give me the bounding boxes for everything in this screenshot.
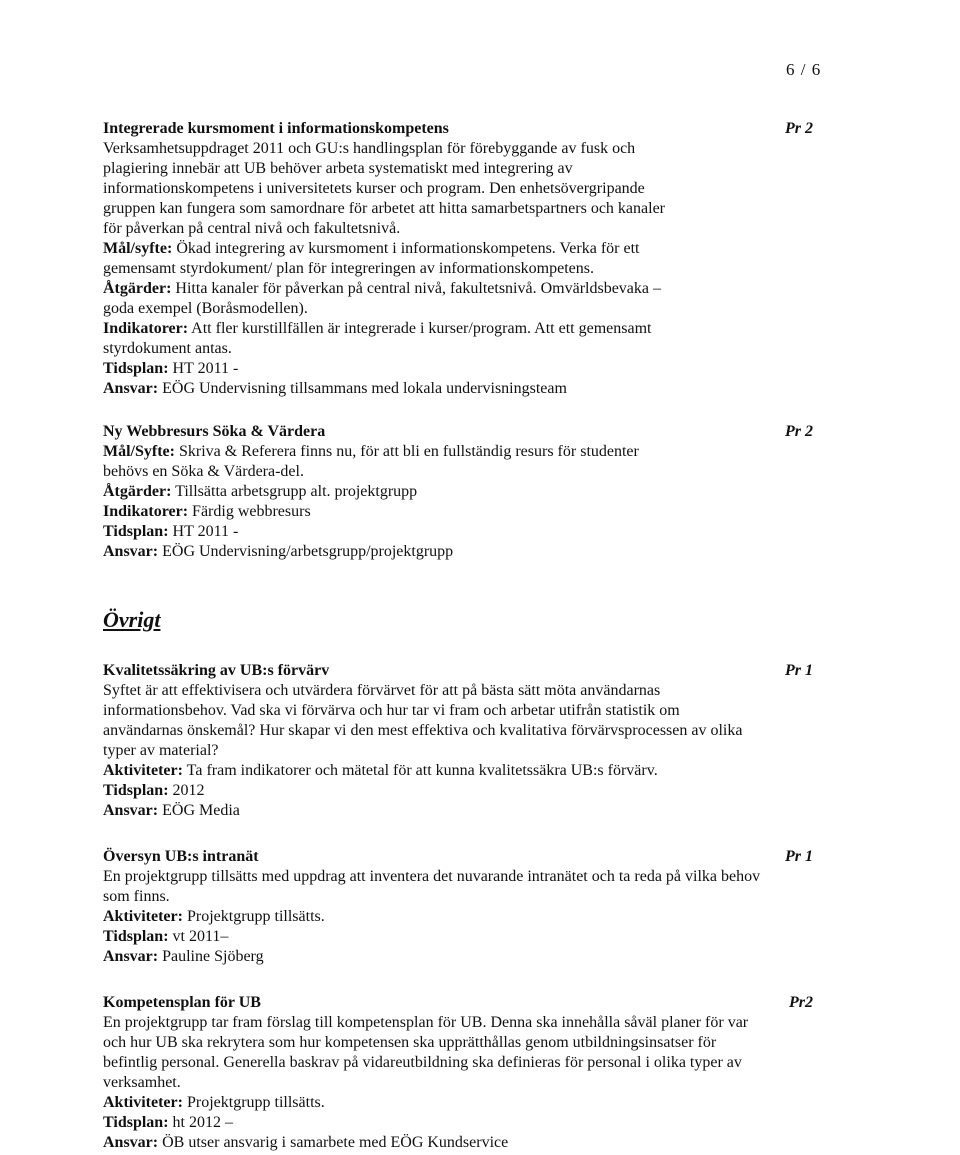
schedule-line xyxy=(103,359,823,379)
body-line: gruppen kan fungera som samordnare för arbetet att hitta samarbetspartners och kanaler xyxy=(103,200,665,217)
section-title-row xyxy=(103,119,823,139)
body-line: verksamhet. xyxy=(103,1074,181,1091)
body-line: som finns. xyxy=(103,888,170,905)
responsible-text: ÖB utser ansvarig i samarbete med EÖG Kundservice xyxy=(158,1134,509,1151)
schedule-line xyxy=(103,1113,823,1133)
actions-text: Hitta kanaler för påverkan på central nivå, fakultetsnivå. Omvärldsbevaka – xyxy=(171,280,661,297)
actions-label: Åtgärder: xyxy=(103,483,172,500)
indicators-label: Indikatorer: xyxy=(103,503,189,520)
responsible-line xyxy=(103,542,823,562)
body-line: Syftet är att effektivisera och utvärdera förvärvet för att på bästa sätt möta användarnas xyxy=(103,682,661,699)
body-line: informationsbehov. Vad ska vi förvärva och hur tar vi fram och arbetar utifrån statistik om xyxy=(103,702,680,719)
section-title-row xyxy=(103,993,823,1013)
priority-label: Pr2 xyxy=(789,994,813,1011)
actions-line xyxy=(103,482,823,502)
activities-label: Aktiviteter: xyxy=(103,908,183,925)
schedule-line xyxy=(103,522,823,542)
document-body xyxy=(103,119,823,1153)
section-title-row xyxy=(103,422,823,442)
responsible-text: EÖG Undervisning tillsammans med lokala undervisningsteam xyxy=(158,380,567,397)
body-line: för påverkan på central nivå och fakultetsnivå. xyxy=(103,220,401,237)
schedule-label: Tidsplan: xyxy=(103,928,169,945)
goal-label: Mål/Syfte: xyxy=(103,443,175,460)
section-title-row xyxy=(103,847,823,867)
activities-line xyxy=(103,1093,823,1113)
priority-label: Pr 1 xyxy=(785,662,813,679)
activities-text: Projektgrupp tillsätts. xyxy=(182,908,325,925)
body-line: En projektgrupp tillsätts med uppdrag att inventera det nuvarande intranätet och ta reda på vilka behov xyxy=(103,868,761,885)
responsible-text: EÖG Undervisning/arbetsgrupp/projektgrupp xyxy=(158,543,454,560)
section-title: Kvalitetssäkring av UB:s förvärv xyxy=(103,662,330,679)
section-oversyn-intranat xyxy=(103,847,823,967)
responsible-label: Ansvar: xyxy=(103,948,159,965)
schedule-label: Tidsplan: xyxy=(103,360,169,377)
body-line: befintlig personal. Generella baskrav på vidareutbildning ska definieras för personal i olika typer av xyxy=(103,1054,742,1071)
goal-line: gemensamt styrdokument/ plan för integreringen av informationskompetens. xyxy=(103,260,594,277)
responsible-line xyxy=(103,947,823,967)
activities-text: Projektgrupp tillsätts. xyxy=(182,1094,325,1111)
activities-text: Ta fram indikatorer och mätetal för att kunna kvalitetssäkra UB:s förvärv. xyxy=(182,762,658,779)
section-title: Integrerade kursmoment i informationskompetens xyxy=(103,120,449,137)
body-line: plagiering innebär att UB behöver arbeta systematiskt med integrering av xyxy=(103,160,573,177)
responsible-label: Ansvar: xyxy=(103,380,159,397)
body-line: typer av material? xyxy=(103,742,219,759)
priority-label: Pr 2 xyxy=(785,423,813,440)
section-title-row xyxy=(103,661,823,681)
section-ny-webbresurs xyxy=(103,422,823,562)
indicators-text: Att fler kurstillfällen är integrerade i kurser/program. Att ett gemensamt xyxy=(188,320,652,337)
page-number: 6 / 6 xyxy=(786,60,822,79)
section-title: Översyn UB:s intranät xyxy=(103,848,259,865)
goal-text: Ökad integrering av kursmoment i informationskompetens. Verka för ett xyxy=(172,240,640,257)
goal-line xyxy=(103,239,823,259)
actions-line: goda exempel (Boråsmodellen). xyxy=(103,300,308,317)
actions-line xyxy=(103,279,823,299)
responsible-line xyxy=(103,379,823,399)
schedule-text: HT 2011 - xyxy=(168,360,239,377)
schedule-label: Tidsplan: xyxy=(103,523,169,540)
activities-label: Aktiviteter: xyxy=(103,762,183,779)
schedule-label: Tidsplan: xyxy=(103,782,169,799)
goal-label: Mål/syfte: xyxy=(103,240,173,257)
responsible-label: Ansvar: xyxy=(103,802,159,819)
section-title: Kompetensplan för UB xyxy=(103,994,261,1011)
responsible-text: Pauline Sjöberg xyxy=(158,948,264,965)
schedule-line xyxy=(103,927,823,947)
heading-ovrigt: Övrigt xyxy=(103,607,161,632)
indicators-line xyxy=(103,319,823,339)
body-line: informationskompetens i universitetets kurser och program. Den enhetsövergripande xyxy=(103,180,645,197)
responsible-label: Ansvar: xyxy=(103,1134,159,1151)
section-title: Ny Webbresurs Söka & Värdera xyxy=(103,423,326,440)
body-line: och hur UB ska rekrytera som hur kompetensen ska upprätthållas genom utbildningsinsatser för xyxy=(103,1034,717,1051)
schedule-line xyxy=(103,781,823,801)
schedule-text: HT 2011 - xyxy=(168,523,239,540)
actions-text: Tillsätta arbetsgrupp alt. projektgrupp xyxy=(171,483,418,500)
indicators-text: Färdig webbresurs xyxy=(188,503,311,520)
responsible-line xyxy=(103,801,823,821)
section-integrerade-kursmoment xyxy=(103,119,823,399)
activities-label: Aktiviteter: xyxy=(103,1094,183,1111)
indicators-line xyxy=(103,502,823,522)
indicators-label: Indikatorer: xyxy=(103,320,189,337)
actions-label: Åtgärder: xyxy=(103,280,172,297)
priority-label: Pr 1 xyxy=(785,848,813,865)
goal-line: behövs en Söka & Värdera-del. xyxy=(103,463,304,480)
schedule-label: Tidsplan: xyxy=(103,1114,169,1131)
goal-line xyxy=(103,442,823,462)
body-line: Verksamhetsuppdraget 2011 och GU:s handlingsplan för förebyggande av fusk och xyxy=(103,140,636,157)
indicators-line: styrdokument antas. xyxy=(103,340,232,357)
body-line: En projektgrupp tar fram förslag till kompetensplan för UB. Denna ska innehålla såväl planer för var xyxy=(103,1014,749,1031)
body-line: användarnas önskemål? Hur skapar vi den mest effektiva och kvalitativa förvärvsprocessen av olika xyxy=(103,722,743,739)
schedule-text: vt 2011– xyxy=(168,928,229,945)
responsible-line xyxy=(103,1133,823,1153)
responsible-text: EÖG Media xyxy=(158,802,240,819)
responsible-label: Ansvar: xyxy=(103,543,159,560)
section-kompetensplan xyxy=(103,993,823,1153)
schedule-text: ht 2012 – xyxy=(168,1114,233,1131)
section-kvalitetssakring xyxy=(103,661,823,821)
activities-line xyxy=(103,761,823,781)
priority-label: Pr 2 xyxy=(785,120,813,137)
schedule-text: 2012 xyxy=(168,782,205,799)
activities-line xyxy=(103,907,823,927)
goal-text: Skriva & Referera finns nu, för att bli en fullständig resurs för studenter xyxy=(174,443,639,460)
